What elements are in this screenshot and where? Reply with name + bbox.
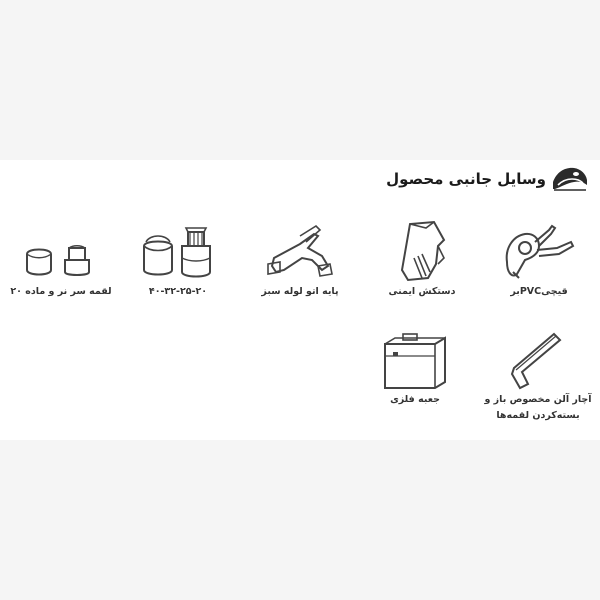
item-label: ۴۰-۳۲-۲۵-۲۰ bbox=[148, 286, 208, 297]
section-title: وسایل جانبی محصول bbox=[386, 170, 546, 188]
allen-key-icon bbox=[498, 328, 578, 392]
item-label-line1: آچار آلن مخصوص باز و bbox=[484, 394, 592, 405]
item-metal-case bbox=[370, 328, 460, 408]
item-pvc-cutter bbox=[494, 218, 584, 300]
accessories-panel bbox=[0, 160, 600, 440]
weld-socket-small-icon bbox=[19, 218, 103, 284]
item-label-line2: بسته‌کردن لقمه‌ها bbox=[496, 410, 580, 421]
item-label: قیچیPVCبر bbox=[510, 286, 568, 297]
metal-case-icon bbox=[375, 328, 455, 392]
item-label: جعبه فلزی bbox=[390, 394, 440, 405]
bottom-background-band bbox=[0, 440, 600, 600]
item-weld-socket-set bbox=[128, 218, 228, 300]
section-header bbox=[386, 165, 588, 193]
weld-socket-set-icon bbox=[136, 218, 220, 284]
item-allen-key bbox=[478, 328, 598, 424]
pvc-cutter-icon bbox=[499, 218, 579, 284]
item-label: پایه اتو لوله سبز bbox=[261, 286, 339, 297]
top-background-band bbox=[0, 0, 600, 160]
iron-stand-icon bbox=[258, 218, 342, 284]
item-weld-socket-small bbox=[6, 218, 116, 300]
item-label: دستکش ایمنی bbox=[388, 286, 456, 297]
brand-logo-icon bbox=[552, 165, 588, 193]
safety-glove-icon bbox=[382, 218, 462, 284]
item-iron-stand bbox=[245, 218, 355, 300]
item-safety-glove bbox=[372, 218, 472, 300]
item-label: لقمه سر نر و ماده ۲۰ bbox=[10, 286, 112, 297]
